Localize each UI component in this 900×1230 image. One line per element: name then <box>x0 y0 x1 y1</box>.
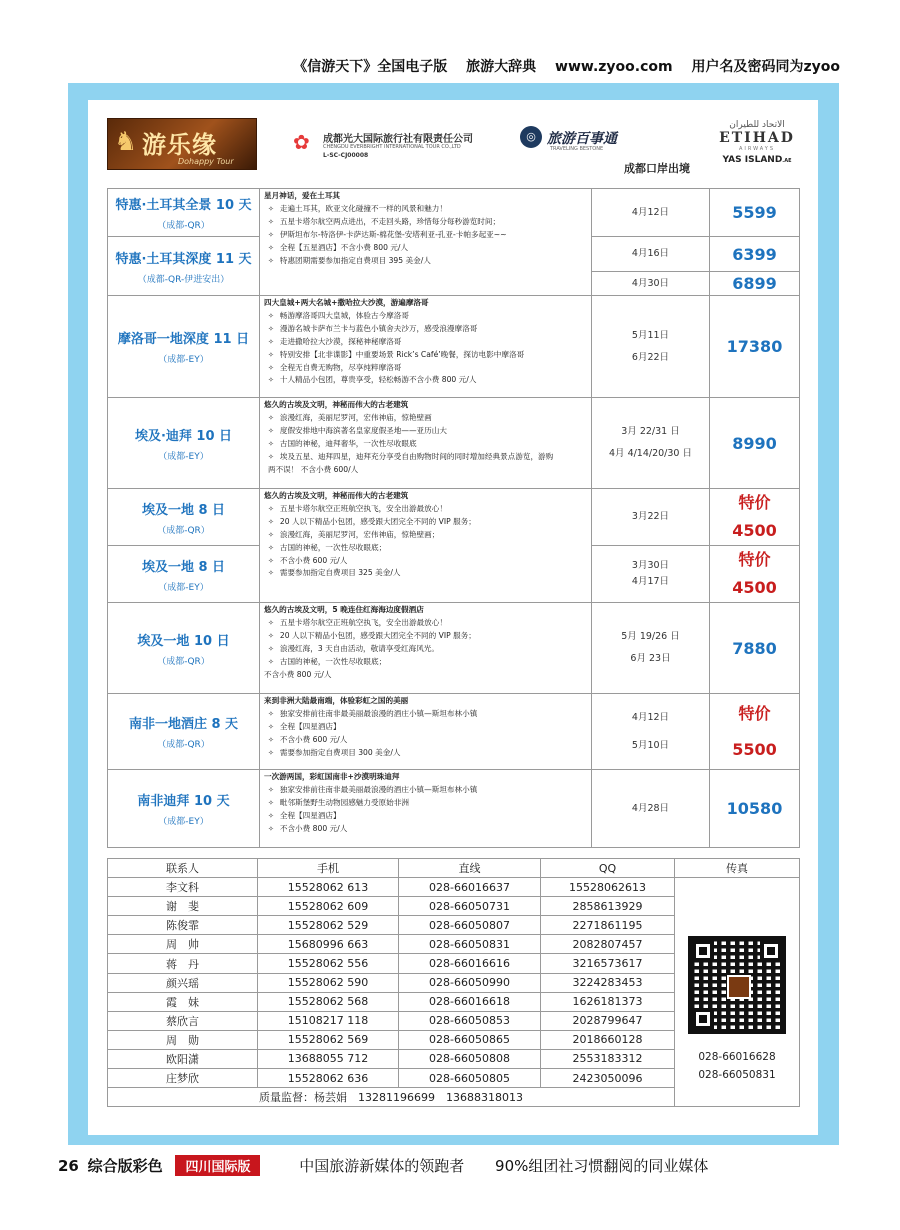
contact-phone: 028-66050731 <box>399 897 541 916</box>
contact-qq: 3216573617 <box>541 954 675 973</box>
tour-route: （成都-QR） <box>157 221 210 231</box>
tour-price <box>710 603 800 694</box>
tour-name: 南非一地酒庄 8 天 <box>128 717 239 732</box>
date-text: 4月28日 <box>631 802 670 814</box>
date-text: 4月12日 <box>631 711 670 723</box>
contact-name: 蒋 丹 <box>108 954 258 973</box>
special-price-label: 特价 <box>738 550 771 569</box>
tour-description <box>260 489 592 603</box>
tour-route: （成都-EY） <box>158 817 209 827</box>
contact-phone: 028-66050853 <box>399 1011 541 1030</box>
horse-icon: ♞ <box>114 127 138 157</box>
description-bullet: ✧ 毗邻斯堡野生动物园感魅力受原始非洲 <box>264 797 591 810</box>
tour-name-cell <box>108 189 260 237</box>
logo-row <box>107 114 807 186</box>
description-bullet: ✧ 不含小费 800 元/人 <box>264 823 591 836</box>
contact-name: 谢 斐 <box>108 897 258 916</box>
special-price-label: 特价 <box>738 703 771 723</box>
everbright-logo <box>293 128 493 168</box>
description-title: 四大皇城+两大名城+撒哈拉大沙漠，游遍摩洛哥 <box>264 298 429 307</box>
tour-route: （成都-EY） <box>158 451 209 462</box>
slogan: 中国旅游新媒体的领跑者 <box>299 1157 465 1175</box>
date-text: 4月30日 <box>631 277 670 289</box>
tour-date <box>592 272 710 296</box>
edition-badge: 四川国际版 <box>175 1155 260 1176</box>
table-row <box>108 878 800 897</box>
contact-phone: 028-66050808 <box>399 1049 541 1068</box>
description-bullet: ✧ 特别安排【北非谍影】中重要场景 Rick’s Café’晚餐，探访电影中摩洛哥 <box>264 349 591 362</box>
quality-supervisor: 质量监督：杨芸娟 13281196699 13688318013 <box>108 1088 675 1107</box>
tour-route: （成都-QR） <box>157 525 210 536</box>
description-bullet: ✧ 20 人以下精品小包团，感受跟大团完全不同的 VIP 服务； <box>264 630 591 643</box>
date-text: 3月 22/31 日 <box>621 426 680 437</box>
bestone-logo <box>520 126 690 176</box>
tour-price <box>710 237 800 272</box>
description-title: 悠久的古埃及文明，神秘而伟大的古老建筑 <box>264 491 409 500</box>
description-bullet: ✧ 需要参加指定自费项目 300 美金/人 <box>264 747 591 760</box>
contact-phone: 028-66016637 <box>399 878 541 897</box>
tour-description <box>260 770 592 848</box>
logo-subtext: Dohappy Tour <box>178 157 234 166</box>
tour-price <box>710 489 800 546</box>
qr-finder <box>692 1008 714 1030</box>
price-text: 10580 <box>726 799 783 818</box>
header-phone: 直线 <box>399 859 541 878</box>
description-title: 星月神话，爱在土耳其 <box>264 191 340 200</box>
description-bullet: ✧ 伊斯坦布尔-特洛伊-卡萨达斯-棉花堡-安塔利亚-孔亚-卡帕多起亚~~ <box>264 229 591 242</box>
contact-qq: 2553183312 <box>541 1049 675 1068</box>
top-banner <box>0 56 900 78</box>
description-title: 悠久的古埃及文明，神秘而伟大的古老建筑 <box>264 400 409 409</box>
etihad-name: ETIHAD <box>719 130 795 146</box>
table-header-row <box>108 859 800 878</box>
tour-name-cell <box>108 398 260 489</box>
bestone-en: TRAVELING BESTONE <box>550 146 604 152</box>
date-text: 3月22日 <box>631 511 670 522</box>
company-en: CHENGDU EVERBRIGHT INTERNATIONAL TOUR CO.,LTD <box>323 144 461 150</box>
contact-qq: 2018660128 <box>541 1030 675 1049</box>
price-text: 17380 <box>726 337 783 356</box>
tour-date <box>592 296 710 398</box>
price-text: 5500 <box>732 739 777 759</box>
description-bullet: ✧ 十人精品小包团，尊贵享受，轻松畅游不含小费 800 元/人 <box>264 374 591 387</box>
tour-description <box>260 603 592 694</box>
tour-name-cell <box>108 603 260 694</box>
price-text: 8990 <box>732 433 777 453</box>
contact-mobile: 15528062 568 <box>258 992 399 1011</box>
contact-mobile: 15528062 556 <box>258 954 399 973</box>
tour-name: 摩洛哥一地深度 11 日 <box>117 332 250 347</box>
contact-mobile: 15108217 118 <box>258 1011 399 1030</box>
description-bullet: ✧ 五星卡塔尔航空正班航空执飞，安全出游最放心！ <box>264 617 591 630</box>
contact-name: 周 勋 <box>108 1030 258 1049</box>
tour-date <box>592 237 710 272</box>
tour-description <box>260 694 592 770</box>
tour-name-cell <box>108 770 260 848</box>
description-bullet: ✧ 不含小费 600 元/人 <box>264 734 591 747</box>
description-title: 来到非洲大陆最南端，体验彩虹之国的美丽 <box>264 696 409 705</box>
description-bullet: ✧ 走遍土耳其，欧亚文化碰撞不一样的风景和魅力！ <box>264 203 591 216</box>
logo-text: 游乐缘 <box>142 130 217 159</box>
contact-name: 李文科 <box>108 878 258 897</box>
qr-finder <box>760 940 782 962</box>
contact-mobile: 15680996 663 <box>258 935 399 954</box>
tour-name: 特惠·土耳其深度 11 天 <box>115 251 252 267</box>
tour-route: （成都-EY） <box>158 355 209 365</box>
table-row <box>108 189 800 237</box>
qr-code[interactable] <box>688 936 786 1034</box>
description-bullet: ✧ 度假安排地中海滨著名皇家度假圣地——亚历山大 <box>264 425 591 438</box>
contact-qq: 2271861195 <box>541 916 675 935</box>
contact-qq: 15528062613 <box>541 878 675 897</box>
contact-name: 蔡欣言 <box>108 1011 258 1030</box>
section-label: 综合版彩色 <box>87 1157 163 1175</box>
tour-price <box>710 770 800 848</box>
table-row <box>108 489 800 546</box>
login-note: 用户名及密码同为zyoo <box>691 59 840 75</box>
tour-price <box>710 189 800 237</box>
yas-ae: .AE <box>782 158 792 164</box>
date-text: 5月10日 <box>631 739 670 751</box>
contacts-table <box>107 858 800 1107</box>
fax-number: 028-66016628 <box>698 1051 776 1064</box>
contact-phone: 028-66016618 <box>399 992 541 1011</box>
table-row <box>108 398 800 489</box>
price-text: 7880 <box>732 638 777 658</box>
description-bullet: ✧ 古国的神秘，一次性尽收眼底； <box>264 656 591 669</box>
contact-mobile: 15528062 613 <box>258 878 399 897</box>
description-title: 悠久的古埃及文明，5 晚连住红海海边度假酒店 <box>264 605 424 614</box>
bestone-sub: 成都口岸出境 <box>624 162 690 175</box>
description-bullet: ✧ 需要参加指定自费项目 325 美金/人 <box>264 567 591 580</box>
header-qq: QQ <box>541 859 675 878</box>
contact-phone: 028-66016616 <box>399 954 541 973</box>
yas-text: YAS ISLAND <box>722 155 783 165</box>
footer <box>58 1155 858 1177</box>
description-bullet: ✧ 走进撒哈拉大沙漠，探秘神秘摩洛哥 <box>264 336 591 349</box>
tour-price <box>710 694 800 770</box>
tour-name-cell <box>108 296 260 398</box>
date-text: 4月17日 <box>631 576 670 587</box>
etihad-logo <box>707 120 807 180</box>
license-number: L-SC-CJ00008 <box>323 152 369 159</box>
tour-date <box>592 546 710 603</box>
description-bullet: ✧ 古国的神秘，迪拜奢华，一次性尽收眼底 <box>264 438 591 451</box>
contact-qq: 2028799647 <box>541 1011 675 1030</box>
date-text: 3月30日 <box>631 560 670 571</box>
description-bullet: ✧ 不含小费 600 元/人 <box>264 555 591 568</box>
tour-name: 埃及一地 10 日 <box>137 633 230 649</box>
dictionary-title: 旅游大辞典 <box>466 59 537 75</box>
tour-name-cell <box>108 237 260 296</box>
description-bullet: ✧ 五星卡塔尔航空两点进出，不走回头路，珍惜每分每秒游览时间； <box>264 216 591 229</box>
tour-date <box>592 770 710 848</box>
description-bullet: ✧ 特惠团期需要参加指定自费项目 395 美金/人 <box>264 255 591 268</box>
fax-number: 028-66050831 <box>698 1069 776 1082</box>
contact-mobile: 13688055 712 <box>258 1049 399 1068</box>
youlejyuan-logo <box>107 118 257 170</box>
tour-name: 埃及一地 8 日 <box>141 559 226 575</box>
price-text: 6399 <box>732 244 777 264</box>
company-name: 成都光大国际旅行社有限责任公司 <box>323 134 473 145</box>
description-bullet: ✧ 20 人以下精品小包团，感受跟大团完全不同的 VIP 服务； <box>264 516 591 529</box>
table-row <box>108 296 800 398</box>
special-price-label: 特价 <box>738 493 771 512</box>
date-text: 6月 23日 <box>630 653 671 664</box>
qr-logo <box>727 975 751 999</box>
tour-name: 南非迪拜 10 天 <box>137 794 230 809</box>
contact-mobile: 15528062 590 <box>258 973 399 992</box>
contact-qq: 2423050096 <box>541 1069 675 1088</box>
description-bullet: ✧ 漫游名城卡萨布兰卡与蓝色小镇舍夫沙万，感受浪漫摩洛哥 <box>264 323 591 336</box>
tour-table <box>107 188 800 848</box>
tour-description <box>260 189 592 296</box>
tour-route: （成都-QR） <box>157 740 210 750</box>
tour-name: 埃及一地 8 日 <box>141 502 226 518</box>
tour-price <box>710 398 800 489</box>
contact-name: 周 帅 <box>108 935 258 954</box>
tour-name-cell <box>108 489 260 546</box>
contact-mobile: 15528062 636 <box>258 1069 399 1088</box>
bestone-name: 旅游百事通 <box>547 131 617 147</box>
tour-price <box>710 546 800 603</box>
etihad-arabic: الاتحاد للطيران <box>729 120 785 130</box>
tour-date <box>592 398 710 489</box>
contact-name: 霞 妹 <box>108 992 258 1011</box>
description-bullet: ✧ 独家安排前往南非最美丽最浪漫的酒庄小镇—斯坦布林小镇 <box>264 784 591 797</box>
tour-route: （成都-QR） <box>157 656 210 667</box>
table-row <box>108 694 800 770</box>
qr-finder <box>692 940 714 962</box>
site-link[interactable]: www.zyoo.com <box>555 59 673 75</box>
description-continuation: 两不误！ 不含小费 600/人 <box>268 464 359 474</box>
tour-date <box>592 694 710 770</box>
description-bullet: ✧ 埃及五星、迪拜四星，迪拜充分享受自由购物时间的同时增加经典景点游览，游购 <box>264 451 591 464</box>
date-text: 5月 19/26 日 <box>621 631 680 642</box>
contact-mobile: 15528062 569 <box>258 1030 399 1049</box>
page-number: 26 <box>58 1157 79 1175</box>
contact-name: 庄梦欣 <box>108 1069 258 1088</box>
contact-qq: 3224283453 <box>541 973 675 992</box>
tour-date <box>592 603 710 694</box>
tour-description <box>260 296 592 398</box>
contact-phone: 028-66050831 <box>399 935 541 954</box>
table-row <box>108 770 800 848</box>
tour-name-cell <box>108 694 260 770</box>
contact-name: 颜兴瑶 <box>108 973 258 992</box>
price-text: 5599 <box>732 203 777 222</box>
header-fax: 传真 <box>675 859 800 878</box>
tour-name: 埃及·迪拜 10 日 <box>134 428 233 444</box>
swirl-icon: ✿ <box>293 130 310 154</box>
description-bullet: ✧ 浪漫红海，3 天自由活动，敬请享受红海风光。 <box>264 643 591 656</box>
date-text: 4月12日 <box>631 206 670 218</box>
description-line: 不含小费 800 元/人 <box>264 669 332 679</box>
price-text: 4500 <box>732 521 777 540</box>
description-bullet: ✧ 畅游摩洛哥四大皇城，体验古今摩洛哥 <box>264 310 591 323</box>
description-bullet: ✧ 独家安排前往南非最美丽最浪漫的酒庄小镇—斯坦布林小镇 <box>264 708 591 721</box>
contact-phone: 028-66050807 <box>399 916 541 935</box>
contact-qq: 1626181373 <box>541 992 675 1011</box>
date-text: 5月11日 <box>631 329 670 341</box>
fax-cell <box>675 878 800 1107</box>
tour-date <box>592 189 710 237</box>
price-text: 6899 <box>732 274 777 293</box>
contact-mobile: 15528062 529 <box>258 916 399 935</box>
yas-island <box>707 155 807 165</box>
description-bullet: ✧ 全程无自费无购物，尽享纯粹摩洛哥 <box>264 362 591 375</box>
description-bullet: ✧ 古国的神秘，一次性尽收眼底； <box>264 542 591 555</box>
edition-title: 《信游天下》全国电子版 <box>293 59 448 75</box>
contact-qq: 2082807457 <box>541 935 675 954</box>
description-bullet: ✧ 全程【四星酒店】 <box>264 810 591 823</box>
date-text: 4月 4/14/20/30 日 <box>609 448 692 459</box>
price-text: 4500 <box>732 578 777 597</box>
slogan: 90%组团社习惯翻阅的同业媒体 <box>495 1157 709 1175</box>
description-bullet: ✧ 浪漫红海，美丽尼罗河，宏伟神庙，惊艳壁画； <box>264 529 591 542</box>
date-text: 6月22日 <box>631 351 670 363</box>
etihad-airways: AIRWAYS <box>738 146 776 152</box>
tour-price <box>710 296 800 398</box>
description-bullet: ✧ 全程【五星酒店】不含小费 800 元/人 <box>264 242 591 255</box>
description-title: 一次游两国，彩虹国南非+沙漠明珠迪拜 <box>264 772 400 781</box>
tour-name: 特惠·土耳其全景 10 天 <box>115 198 252 213</box>
description-bullet: ✧ 五星卡塔尔航空正班航空执飞，安全出游最放心！ <box>264 503 591 516</box>
header-mobile: 手机 <box>258 859 399 878</box>
tour-date <box>592 489 710 546</box>
header-name: 联系人 <box>108 859 258 878</box>
contact-phone: 028-66050865 <box>399 1030 541 1049</box>
contact-mobile: 15528062 609 <box>258 897 399 916</box>
contact-qq: 2858613929 <box>541 897 675 916</box>
contact-phone: 028-66050990 <box>399 973 541 992</box>
tour-description <box>260 398 592 489</box>
table-row <box>108 603 800 694</box>
contact-name: 欧阳潇 <box>108 1049 258 1068</box>
contact-name: 陈俊霏 <box>108 916 258 935</box>
tour-price <box>710 272 800 296</box>
globe-icon: ◎ <box>520 126 542 148</box>
description-bullet: ✧ 全程【四星酒店】 <box>264 721 591 734</box>
tour-route: （成都-EY） <box>158 582 209 593</box>
date-text: 4月16日 <box>631 248 670 259</box>
tour-name-cell <box>108 546 260 603</box>
tour-route: （成都-QR-伊进安出） <box>137 274 230 285</box>
description-bullet: ✧ 浪漫红海，美丽尼罗河，宏伟神庙，惊艳壁画 <box>264 412 591 425</box>
contact-phone: 028-66050805 <box>399 1069 541 1088</box>
